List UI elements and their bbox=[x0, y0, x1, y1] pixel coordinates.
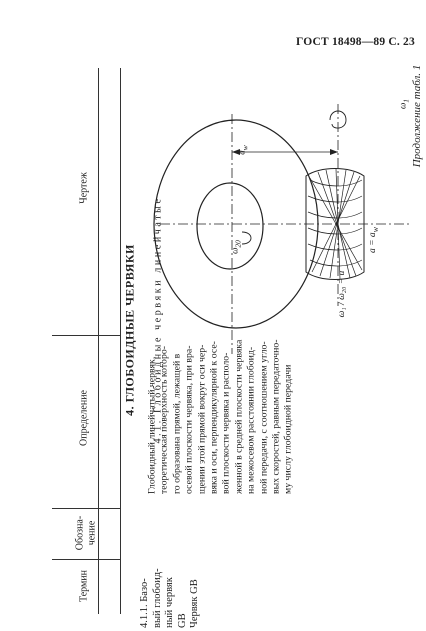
definition-line: на межосевом расстоянии глобоид- bbox=[245, 346, 257, 494]
definition-line: женной в средней плоскости червяка bbox=[233, 339, 245, 494]
column-header-notation-2: чение bbox=[86, 520, 98, 546]
center-distance-formula: $a = a_w$ bbox=[368, 227, 380, 253]
wheel-hub-contour bbox=[197, 183, 263, 269]
section-title: 4. ГЛОБОИДНЫЕ ЧЕРВЯКИ bbox=[122, 244, 137, 416]
term-line: GB bbox=[176, 613, 188, 628]
definition-line: вой плоскости червяка и располо- bbox=[221, 352, 232, 494]
definition-line: Глобоидный линейчатый червяк, bbox=[146, 356, 158, 494]
term-line: 4.1.1. Базо- bbox=[138, 578, 150, 628]
wheel-speed-label: $\omega_{20}$ bbox=[229, 240, 243, 254]
worm-thread bbox=[310, 180, 362, 186]
column-header-notation-1: Обозна- bbox=[74, 515, 86, 551]
table-continuation-label: Продолжение табл. 1 bbox=[411, 64, 423, 168]
wheel-rotation-arrow bbox=[242, 232, 251, 244]
definition-line: щении этой прямой вокруг оси чер- bbox=[196, 344, 208, 494]
table-border-right bbox=[120, 68, 121, 614]
definition-line: осевой плоскости червяка, при вра- bbox=[183, 345, 195, 494]
column-divider-2 bbox=[52, 559, 120, 560]
column-header-term: Термин bbox=[78, 569, 90, 603]
gear-ratio-formula: ω₁ / ω₂₀ = u bbox=[337, 270, 347, 318]
column-divider-1 bbox=[52, 508, 120, 509]
definition-line: го образована прямой, лежащей в bbox=[171, 353, 183, 494]
definition-line: вых скоростей, равным передаточно- bbox=[270, 339, 282, 494]
table-border-left bbox=[98, 68, 99, 614]
term-line: вый глобоид- bbox=[151, 568, 163, 628]
standard-reference: ГОСТ 18498—89 С. 23 bbox=[296, 36, 415, 48]
term-line: ный червяк bbox=[163, 577, 175, 628]
globoid-worm-drawing bbox=[150, 96, 426, 406]
column-header-definition: Определение bbox=[78, 390, 90, 446]
worm-thread bbox=[308, 212, 362, 218]
dimension-arrow-right bbox=[330, 149, 338, 155]
term-line: Червяк GB bbox=[188, 579, 200, 628]
definition-line: му числу глобоидной передачи bbox=[283, 364, 295, 494]
term-cell bbox=[139, 536, 202, 628]
definition-line: вяка и оси, перпендикулярной к осе- bbox=[208, 341, 220, 494]
center-distance-label: $a_w$ bbox=[236, 145, 250, 155]
definition-line: теоретическая поверхность которо- bbox=[158, 345, 170, 494]
definition-line: ной передачи, с соотношением угло- bbox=[258, 341, 270, 494]
column-divider-3 bbox=[52, 335, 120, 336]
section-subtitle: 4.1. Глобоидные червяки линейчатые bbox=[152, 196, 164, 444]
worm-speed-label: $\omega_1$ bbox=[397, 98, 411, 110]
column-header-drawing: Чертеж bbox=[78, 172, 90, 204]
